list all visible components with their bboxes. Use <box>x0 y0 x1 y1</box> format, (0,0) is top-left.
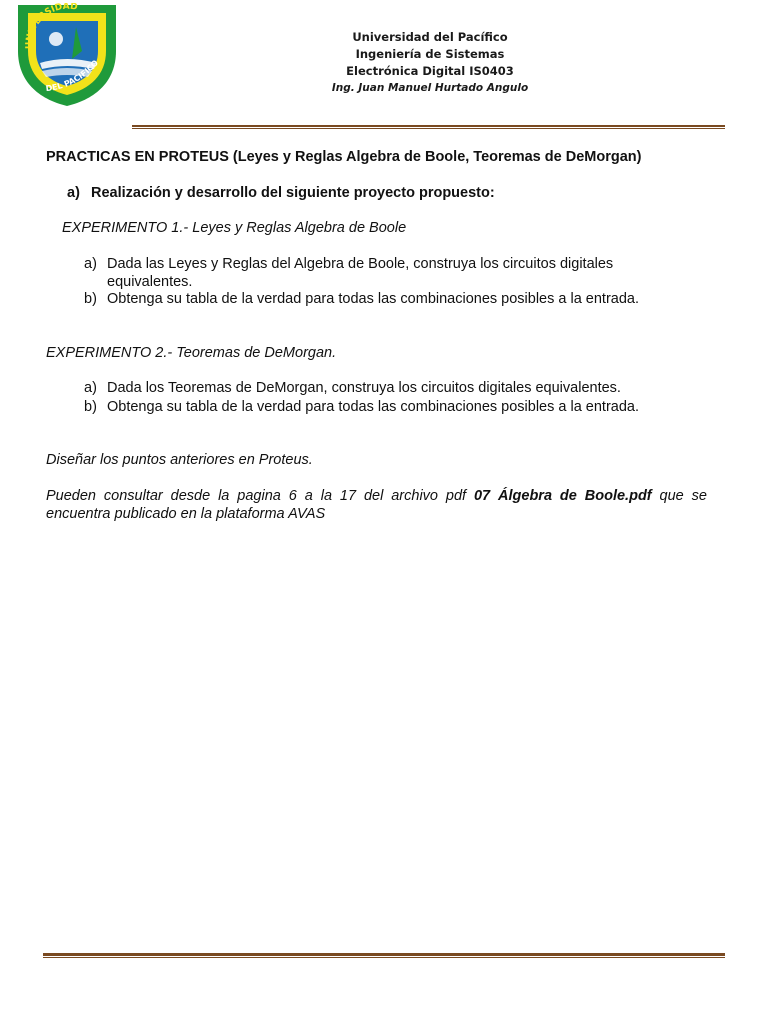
design-note: Diseñar los puntos anteriores en Proteus. <box>46 452 313 468</box>
reference-text-after: que se encuentra publicado en la plataforma AVAS <box>46 488 707 522</box>
header-program: Ingeniería de Sistemas <box>355 47 505 61</box>
section-a-marker: a) <box>67 185 80 201</box>
header-author: Ing. Juan Manuel Hurtado Angulo <box>331 82 529 94</box>
header-divider <box>132 125 725 129</box>
list-item-text: Obtenga su tabla de la verdad para todas las combinaciones posibles a la entrada. <box>107 399 640 415</box>
logo-text-top: UNIVERSIDAD <box>24 3 79 50</box>
list-item-text: Obtenga su tabla de la verdad para todas las combinaciones posibles a la entrada. <box>107 291 640 307</box>
footer-divider <box>43 953 725 958</box>
page-title: PRACTICAS EN PROTEUS (Leyes y Reglas Algebra de Boole, Teoremas de DeMorgan) <box>46 149 642 165</box>
header-course: Electrónica Digital IS0403 <box>346 64 514 78</box>
reference-text-before: Pueden consultar desde la pagina 6 a la 17 del archivo pdf <box>46 488 467 504</box>
experiment1-heading: EXPERIMENTO 1.- Leyes y Reglas Algebra de Boole <box>62 220 407 236</box>
logo-text-bottom: DEL PACIFICO <box>45 58 101 94</box>
list-item-text-continued: equivalentes. <box>107 274 193 290</box>
list-item-text: Dada las Leyes y Reglas del Algebra de Boole, construya los circuitos digitales <box>107 256 614 272</box>
experiment2-heading: EXPERIMENTO 2.- Teoremas de DeMorgan. <box>46 345 337 361</box>
section-a-text: Realización y desarrollo del siguiente proyecto propuesto: <box>91 185 495 201</box>
university-shield-icon <box>16 3 118 107</box>
list-item-text: Dada los Teoremas de DeMorgan, construya los circuitos digitales equivalentes. <box>107 380 621 396</box>
list-item-marker: a) <box>84 256 97 272</box>
reference-paragraph <box>46 487 707 523</box>
university-logo <box>16 3 118 107</box>
list-item-marker: b) <box>84 291 97 307</box>
reference-file-name: 07 Álgebra de Boole.pdf <box>473 488 652 504</box>
list-item-marker: b) <box>84 399 97 415</box>
list-item-marker: a) <box>84 380 97 396</box>
header-university: Universidad del Pacífico <box>352 30 508 44</box>
